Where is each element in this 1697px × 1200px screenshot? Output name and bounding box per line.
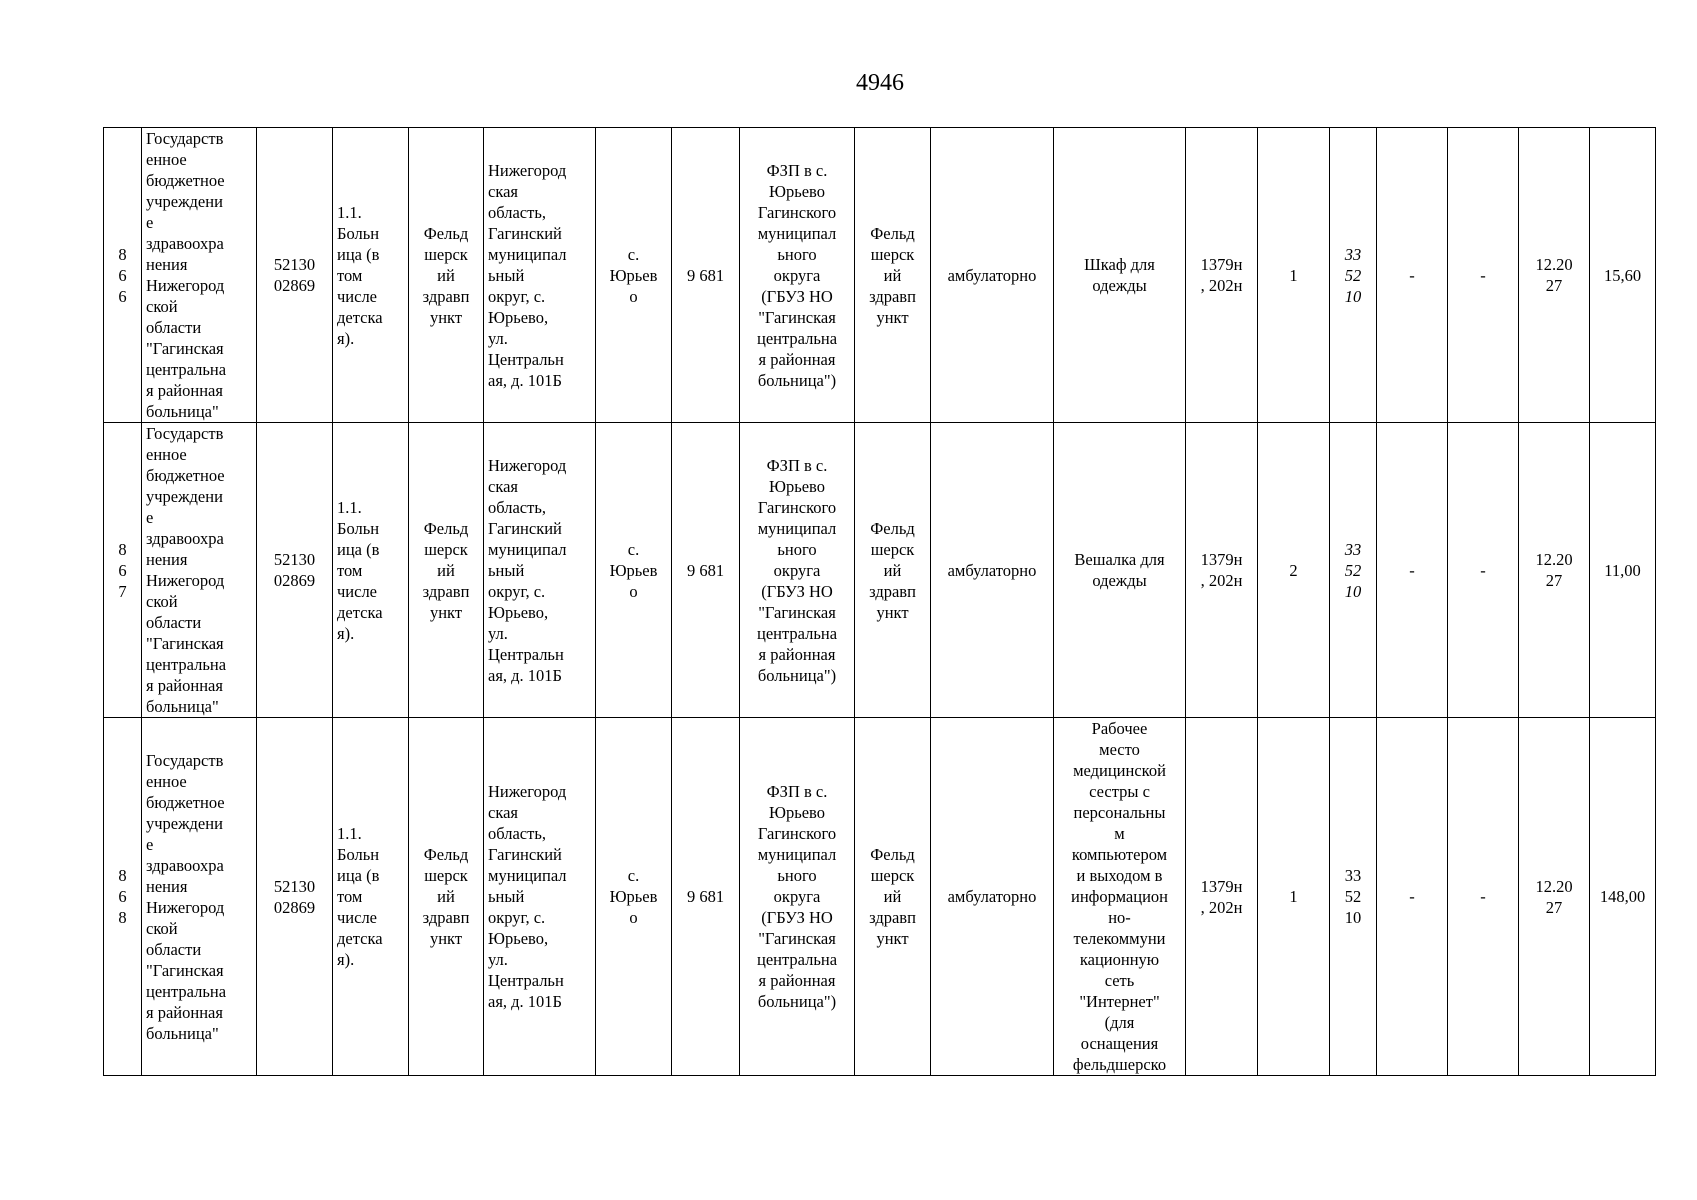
equipment-cell: Рабочее место медицинской сестры с персональны м компьютером и выходом в информацион но- телекоммуни кационную сеть "Интернет" (для оснащения фельдшерско [1054, 718, 1186, 1076]
dash-cell-b: - [1448, 423, 1519, 718]
table-row [104, 128, 1656, 423]
unit-type-cell: Фельд шерск ий здравп ункт [409, 718, 484, 1076]
row-number: 8 6 8 [104, 718, 142, 1076]
code-cell: 33 52 10 [1330, 718, 1377, 1076]
inn-cell: 52130 02869 [257, 718, 333, 1076]
locality-cell: с. Юрьев о [596, 128, 672, 423]
equipment-cell: Вешалка для одежды [1054, 423, 1186, 718]
locality-cell: с. Юрьев о [596, 423, 672, 718]
dash-cell-b: - [1448, 128, 1519, 423]
care-form-cell: амбулаторно [931, 423, 1054, 718]
equipment-cell: Шкаф для одежды [1054, 128, 1186, 423]
population-cell: 9 681 [672, 423, 740, 718]
code-cell: 33 52 10 [1330, 128, 1377, 423]
table-row [104, 718, 1656, 1076]
code-cell: 33 52 10 [1330, 423, 1377, 718]
category-cell: 1.1. Больн ица (в том числе детска я). [333, 718, 409, 1076]
table-row [104, 423, 1656, 718]
dash-cell-a: - [1377, 423, 1448, 718]
order-cell: 1379н , 202н [1186, 128, 1258, 423]
quantity-cell: 1 [1258, 718, 1330, 1076]
amount-cell: 148,00 [1590, 718, 1656, 1076]
facility-cell: ФЗП в с. Юрьево Гагинского муниципал ьного округа (ГБУЗ НО "Гагинская центральна я районная больница") [740, 718, 855, 1076]
care-form-cell: амбулаторно [931, 718, 1054, 1076]
facility-cell: ФЗП в с. Юрьево Гагинского муниципал ьного округа (ГБУЗ НО "Гагинская центральна я районная больница") [740, 423, 855, 718]
address-cell: Нижегород ская область, Гагинский муниципал ьный округ, с. Юрьево, ул. Центральн ая, д. 101Б [484, 128, 596, 423]
facility-cell: ФЗП в с. Юрьево Гагинского муниципал ьного округа (ГБУЗ НО "Гагинская центральна я районная больница") [740, 128, 855, 423]
institution-name: Государств енное бюджетное учреждени е здравоохра нения Нижегород ской области "Гагинская центральна я районная больница" [142, 718, 257, 1076]
page-number: 4946 [856, 70, 904, 96]
institution-name: Государств енное бюджетное учреждени е здравоохра нения Нижегород ской области "Гагинская центральна я районная больница" [142, 423, 257, 718]
address-cell: Нижегород ская область, Гагинский муниципал ьный округ, с. Юрьево, ул. Центральн ая, д. 101Б [484, 718, 596, 1076]
category-cell: 1.1. Больн ица (в том числе детска я). [333, 128, 409, 423]
dash-cell-a: - [1377, 718, 1448, 1076]
unit-type-cell: Фельд шерск ий здравп ункт [409, 423, 484, 718]
subdivision-cell: Фельд шерск ий здравп ункт [855, 128, 931, 423]
amount-cell: 15,60 [1590, 128, 1656, 423]
dash-cell-b: - [1448, 718, 1519, 1076]
subdivision-cell: Фельд шерск ий здравп ункт [855, 718, 931, 1076]
amount-cell: 11,00 [1590, 423, 1656, 718]
order-cell: 1379н , 202н [1186, 718, 1258, 1076]
date-cell: 12.20 27 [1519, 423, 1590, 718]
locality-cell: с. Юрьев о [596, 718, 672, 1076]
row-number: 8 6 7 [104, 423, 142, 718]
inn-cell: 52130 02869 [257, 423, 333, 718]
order-cell: 1379н , 202н [1186, 423, 1258, 718]
institution-name: Государств енное бюджетное учреждени е здравоохра нения Нижегород ской области "Гагинская центральна я районная больница" [142, 128, 257, 423]
dash-cell-a: - [1377, 128, 1448, 423]
date-cell: 12.20 27 [1519, 128, 1590, 423]
equipment-table [103, 127, 1656, 1076]
subdivision-cell: Фельд шерск ий здравп ункт [855, 423, 931, 718]
quantity-cell: 2 [1258, 423, 1330, 718]
population-cell: 9 681 [672, 718, 740, 1076]
row-number: 8 6 6 [104, 128, 142, 423]
date-cell: 12.20 27 [1519, 718, 1590, 1076]
population-cell: 9 681 [672, 128, 740, 423]
care-form-cell: амбулаторно [931, 128, 1054, 423]
unit-type-cell: Фельд шерск ий здравп ункт [409, 128, 484, 423]
quantity-cell: 1 [1258, 128, 1330, 423]
category-cell: 1.1. Больн ица (в том числе детска я). [333, 423, 409, 718]
address-cell: Нижегород ская область, Гагинский муниципал ьный округ, с. Юрьево, ул. Центральн ая, д. 101Б [484, 423, 596, 718]
inn-cell: 52130 02869 [257, 128, 333, 423]
